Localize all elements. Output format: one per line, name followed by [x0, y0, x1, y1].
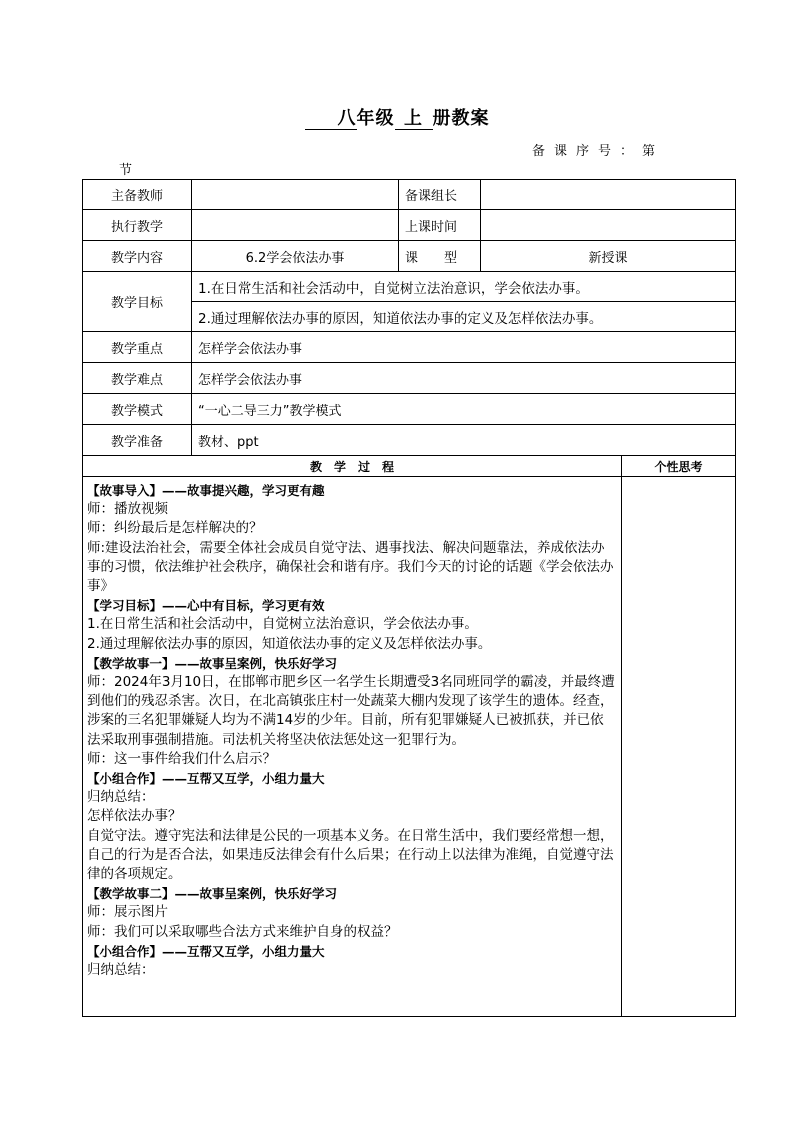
- focus-value: 怎样学会依法办事: [192, 332, 736, 363]
- prep-value: 教材、ppt: [192, 425, 736, 456]
- section-heading: 【教学故事一】——故事呈案例，快乐好学习: [87, 655, 338, 671]
- grade-suffix: 年级: [356, 108, 395, 129]
- term-blank: [395, 109, 433, 130]
- section-heading: 【学习目标】——心中有目标，学习更有效: [87, 598, 325, 614]
- process-line: 1.在日常生活和社会活动中，自觉树立法治意识，学会依法办事。: [87, 616, 478, 633]
- process-line: 怎样依法办事？: [87, 808, 182, 825]
- mode-value: “一心二导三力”教学模式: [192, 394, 736, 425]
- section-heading: 【小组合作】——互帮又互学，小组力量大: [87, 943, 325, 959]
- process-line: 归纳总结：: [87, 789, 155, 806]
- section-heading: 【小组合作】——互帮又互学，小组力量大: [87, 771, 325, 787]
- document-title: [0, 104, 794, 130]
- prep-label: 教学准备: [83, 425, 192, 456]
- focus-label: 教学重点: [83, 332, 192, 363]
- section-heading: 【故事导入】——故事提兴趣，学习更有趣: [87, 483, 325, 498]
- class-time-value: [481, 210, 736, 241]
- goal-1: 1.在日常生活和社会活动中，自觉树立法治意识，学会依法办事。: [192, 272, 736, 302]
- difficulty-label: 教学难点: [83, 363, 192, 394]
- process-heading: 教 学 过 程: [83, 456, 622, 477]
- serial-number-label: 备课序号：第: [532, 144, 665, 159]
- lesson-type-label: 课 型: [399, 241, 481, 272]
- process-line: 师：展示图片: [87, 904, 168, 921]
- grade-value: 八: [337, 108, 357, 129]
- process-line: 师:建设法治社会，需要全体社会成员自觉守法、遇事找法、解决问题靠法，养成依法办事的习惯，依法维护社会秩序，确保社会和谐有序。我们今天的讨论的话题《学会依法办事》: [87, 539, 614, 595]
- group-leader-value: [481, 180, 736, 210]
- term-suffix: 册教案: [432, 108, 490, 129]
- content-value: 6.2学会依法办事: [192, 241, 399, 272]
- process-line: 师：2024年3月10日，在邯郸市肥乡区一名学生长期遭受3名同班同学的霸凌，并最终遭到他们的残忍杀害。次日，在北高镇张庄村一处蔬菜大棚内发现了该学生的遗体。经查，涉案的三名犯罪嫌疑人均为不满14岁的少年。目前，所有犯罪嫌疑人已被抓获，并已依法采取刑事强制措施。司法机关将坚决依法惩处这一犯罪行为。: [87, 674, 615, 748]
- process-line: 师：纠纷最后是怎样解决的？: [87, 520, 263, 537]
- mode-label: 教学模式: [83, 394, 192, 425]
- lead-teacher-label: 主备教师: [83, 180, 192, 210]
- process-line: 师：这一事件给我们什么启示？: [87, 750, 276, 767]
- lesson-type-value: 新授课: [481, 241, 736, 272]
- process-line: 师：播放视频: [87, 501, 168, 518]
- process-line: 师：我们可以采取哪些合法方式来维护自身的权益？: [87, 923, 398, 940]
- content-label: 教学内容: [83, 241, 192, 272]
- process-content: [83, 477, 622, 1017]
- process-line: 自觉守法。遵守宪法和法律是公民的一项基本义务。在日常生活中，我们要经常想一想，自己的行为是否合法，如果违反法律会有什么后果；在行动上以法律为准绳，自觉遵守法律的各项规定。: [87, 827, 614, 883]
- process-line: 2.通过理解依法办事的原因，知道依法办事的定义及怎样依法办事。: [87, 635, 492, 652]
- lesson-plan-table: [82, 179, 736, 1017]
- goals-label: 教学目标: [83, 272, 192, 332]
- goal-2: 2.通过理解依法办事的原因，知道依法办事的定义及怎样依法办事。: [192, 302, 736, 332]
- personal-thoughts-heading: 个性思考: [622, 456, 736, 477]
- process-lines: [87, 481, 617, 980]
- exec-teaching-label: 执行教学: [83, 210, 192, 241]
- class-time-label: 上课时间: [399, 210, 481, 241]
- serial-number-tail: 节: [119, 163, 133, 178]
- difficulty-value: 怎样学会依法办事: [192, 363, 736, 394]
- process-line: 归纳总结：: [87, 962, 155, 979]
- group-leader-label: 备课组长: [399, 180, 481, 210]
- term-value: 上: [404, 108, 423, 129]
- exec-teaching-value: [192, 210, 399, 241]
- personal-thoughts-cell: [622, 477, 736, 1017]
- section-heading: 【教学故事二】——故事呈案例，快乐好学习: [87, 886, 338, 902]
- lead-teacher-value: [192, 180, 399, 210]
- grade-blank: [305, 109, 357, 130]
